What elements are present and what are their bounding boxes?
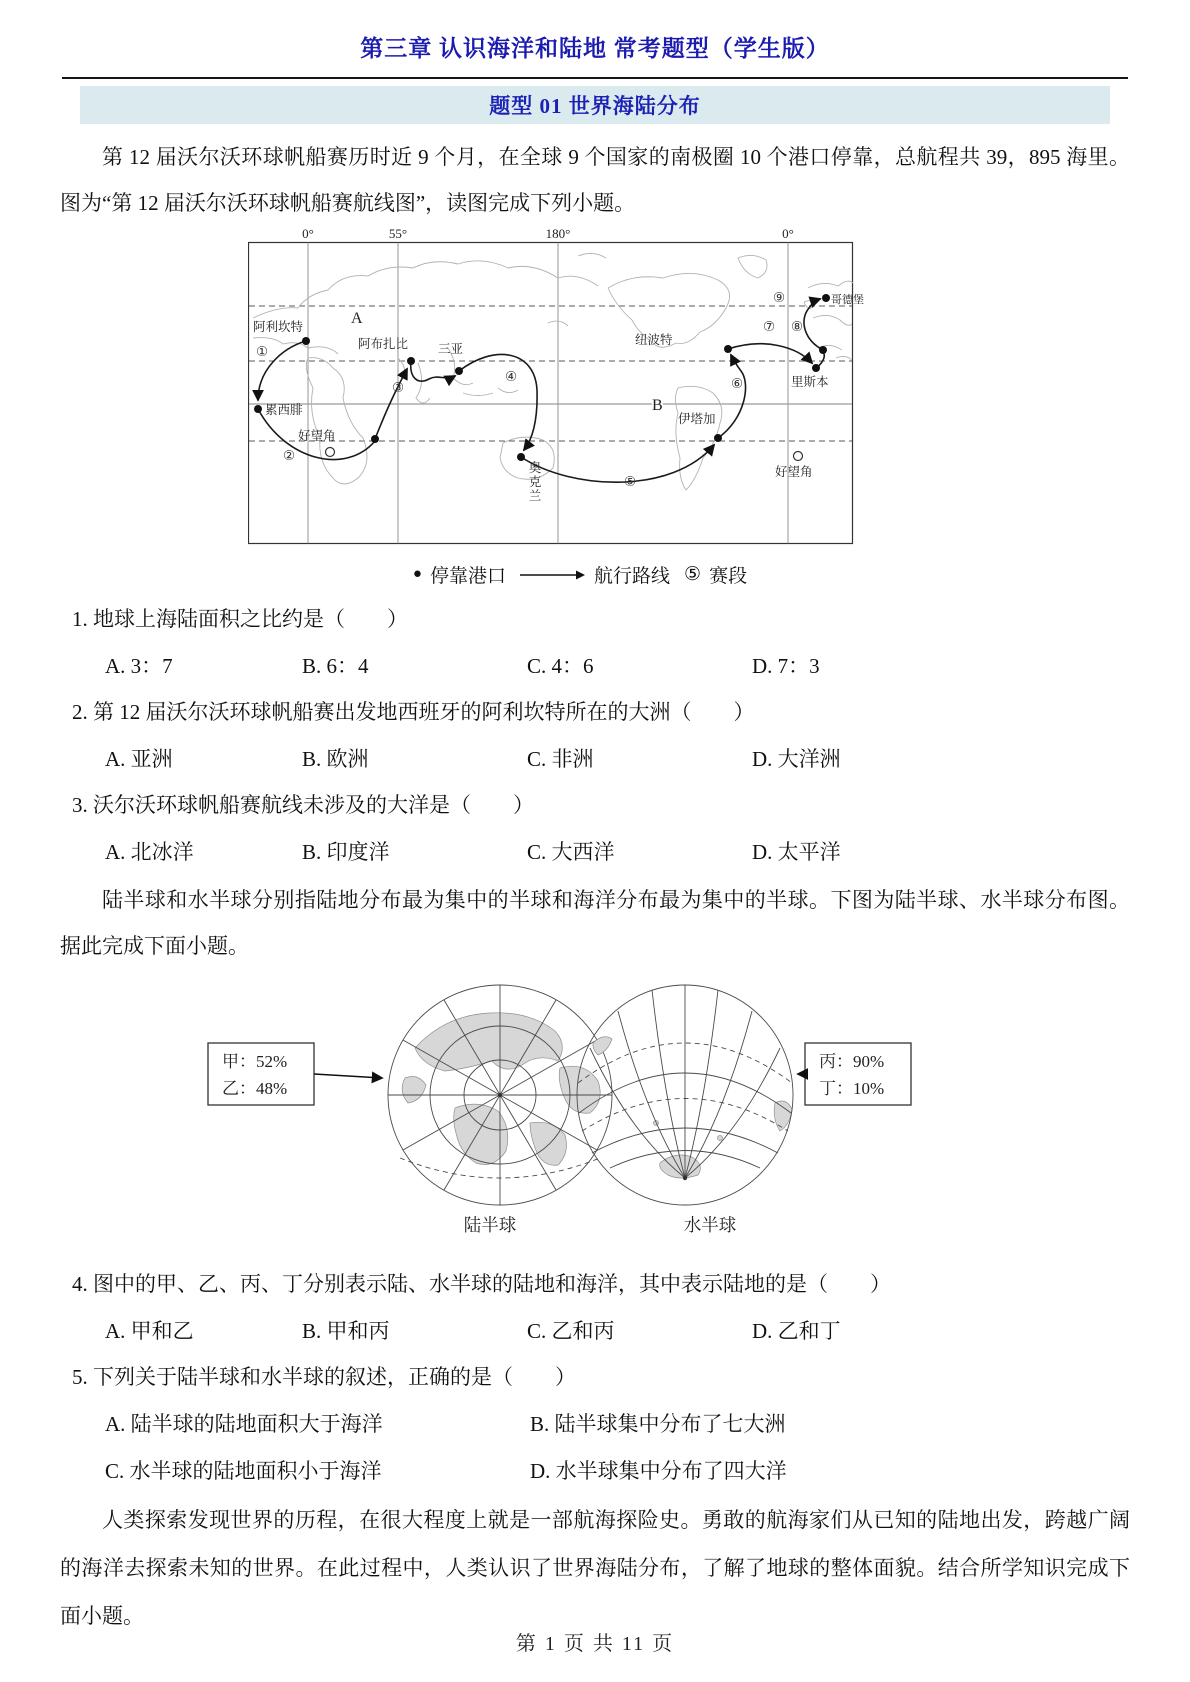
leg-1: ① xyxy=(255,344,269,359)
land-ratio-line2: 乙：48% xyxy=(222,1079,288,1098)
q1-option-d: D. 7：3 xyxy=(752,654,820,678)
deg-label-0: 0° xyxy=(302,228,314,241)
port-label-cape-good-hope-2: 好望角 xyxy=(775,465,813,479)
q4-option-b: B. 甲和丙 xyxy=(302,1319,390,1343)
question-1-options xyxy=(60,651,1130,681)
legend-port-label: 停靠港口 xyxy=(429,566,506,587)
hemisphere-figure xyxy=(60,973,1130,1253)
port-label-auckland-2: 克 xyxy=(528,475,542,489)
question-2-options xyxy=(60,744,1130,774)
question-4-options xyxy=(60,1316,1130,1346)
title-divider xyxy=(62,77,1128,79)
port-label-auckland-1: 奥 xyxy=(528,461,542,475)
route-map-figure xyxy=(248,228,870,555)
deg-label-0b: 0° xyxy=(782,228,794,241)
q3-option-b: B. 印度洋 xyxy=(302,840,390,864)
q2-option-b: B. 欧洲 xyxy=(302,747,369,771)
legend-seg-label: 赛段 xyxy=(709,566,748,587)
q1-option-a: A. 3：7 xyxy=(105,654,173,678)
map-degree-labels xyxy=(302,228,794,241)
intro-paragraph-volvo: 第 12 届沃尔沃环球帆船赛历时近 9 个月，在全球 9 个国家的南极圈 10 个港口停靠，总航程共 39，895 海里。图为“第 12 届沃尔沃环球帆船赛航线图”，读图完成下列小题。 xyxy=(60,145,1130,215)
route-map-svg xyxy=(248,228,870,550)
water-ratio-line2: 丁：10% xyxy=(819,1079,885,1098)
hemisphere-svg xyxy=(60,973,1130,1248)
port-label-lisbon: 里斯本 xyxy=(791,375,829,389)
intro-paragraph-hemisphere: 陆半球和水半球分别指陆地分布最为集中的半球和海洋分布最为集中的半球。下图为陆半球、水半球分布图。据此完成下面小题。 xyxy=(60,888,1130,958)
leg-7: ⑦ xyxy=(762,319,776,334)
deg-label-55: 55° xyxy=(388,228,408,241)
q5-option-a: A. 陆半球的陆地面积大于海洋 xyxy=(105,1412,383,1436)
q3-option-d: D. 太平洋 xyxy=(752,840,841,864)
question-2-stem: 2. 第 12 届沃尔沃环球帆船赛出发地西班牙的阿利坎特所在的大洲（ ） xyxy=(72,700,755,724)
land-ratio-callout xyxy=(208,1043,382,1105)
q4-option-a: A. 甲和乙 xyxy=(105,1319,194,1343)
q2-option-d: D. 大洋洲 xyxy=(752,747,841,771)
route-arrow-icon xyxy=(520,569,586,581)
port-label-itajai: 伊塔加 xyxy=(678,412,716,426)
page-title: 第三章 认识海洋和陆地 常考题型（学生版） xyxy=(360,36,830,61)
map-graticule xyxy=(249,243,853,544)
port-label-gothenburg: 哥德堡 xyxy=(831,294,864,306)
leg-8: ⑧ xyxy=(790,319,804,334)
water-hemisphere-meridians xyxy=(590,985,780,1178)
legend-route xyxy=(520,561,670,588)
port-label-alicante: 阿利坎特 xyxy=(253,320,304,334)
q4-option-d: D. 乙和丁 xyxy=(752,1319,841,1343)
legend-seg xyxy=(684,561,747,588)
land-hemisphere-globe xyxy=(388,985,612,1205)
leg-6: ⑥ xyxy=(730,376,744,391)
q5-option-d: D. 水半球集中分布了四大洋 xyxy=(530,1459,787,1483)
section-banner-label: 题型 01 世界海陆分布 xyxy=(489,94,701,118)
question-5-options-row2 xyxy=(60,1456,1130,1486)
question-3-options xyxy=(60,837,1130,867)
q1-option-b: B. 6：4 xyxy=(302,654,369,678)
leg-9: ⑨ xyxy=(772,290,786,305)
map-letter-b: B xyxy=(652,397,663,414)
q3-option-c: C. 大西洋 xyxy=(527,840,615,864)
map-letter-a: A xyxy=(351,310,363,327)
water-ratio-callout xyxy=(798,1043,911,1105)
q5-option-b: B. 陆半球集中分布了七大洲 xyxy=(530,1412,786,1436)
leg-2: ② xyxy=(282,448,296,463)
page-number-footer: 第 1 页 共 11 页 xyxy=(515,1633,675,1655)
water-ratio-line1: 丙：90% xyxy=(819,1052,885,1071)
port-label-cape-good-hope: 好望角 xyxy=(298,429,336,443)
question-3-stem: 3. 沃尔沃环球帆船赛航线未涉及的大洋是（ ） xyxy=(72,793,534,817)
port-label-abu-dhabi: 阿布扎比 xyxy=(358,337,409,351)
land-hemisphere-landmasses xyxy=(402,1013,600,1165)
legend-port xyxy=(413,561,506,588)
port-dot-icon: ● xyxy=(412,566,422,582)
land-ratio-line1: 甲：52% xyxy=(222,1052,288,1071)
port-label-sanya: 三亚 xyxy=(438,342,464,356)
port-label-newport: 纽波特 xyxy=(635,333,673,347)
leg-4: ④ xyxy=(504,369,518,384)
q5-option-c: C. 水半球的陆地面积小于海洋 xyxy=(105,1459,382,1483)
question-5-options-row1 xyxy=(60,1409,1130,1439)
question-5-stem: 5. 下列关于陆半球和水半球的叙述，正确的是（ ） xyxy=(72,1365,576,1389)
section-banner xyxy=(80,86,1110,124)
port-label-recife: 累西腓 xyxy=(265,403,303,417)
leg-3: ③ xyxy=(391,380,405,395)
q3-option-a: A. 北冰洋 xyxy=(105,840,194,864)
question-1-stem: 1. 地球上海陆面积之比约是（ ） xyxy=(72,607,408,631)
land-hemisphere-caption: 陆半球 xyxy=(463,1215,517,1235)
q4-option-c: C. 乙和丙 xyxy=(527,1319,615,1343)
question-4-stem: 4. 图中的甲、乙、丙、丁分别表示陆、水半球的陆地和海洋，其中表示陆地的是（ ） xyxy=(72,1272,891,1296)
leg-5: ⑤ xyxy=(623,474,637,489)
q2-option-c: C. 非洲 xyxy=(527,747,594,771)
q2-option-a: A. 亚洲 xyxy=(105,747,173,771)
deg-label-180: 180° xyxy=(545,228,571,241)
legend-route-label: 航行路线 xyxy=(594,566,671,587)
intro-paragraph-explore: 人类探索发现世界的历程，在很大程度上就是一部航海探险史。勇敢的航海家们从已知的陆地出发，跨越广阔的海洋去探索未知的世界。在此过程中，人类认识了世界海陆分布，了解了地球的整体面貌。结合所学知识完成下面小题。 xyxy=(60,1508,1130,1628)
port-label-auckland-3: 兰 xyxy=(528,489,542,503)
legend-seg-symbol: ⑤ xyxy=(684,564,702,585)
q1-option-c: C. 4：6 xyxy=(527,654,594,678)
map-legend xyxy=(270,561,890,588)
water-hemisphere-caption: 水半球 xyxy=(683,1215,737,1235)
